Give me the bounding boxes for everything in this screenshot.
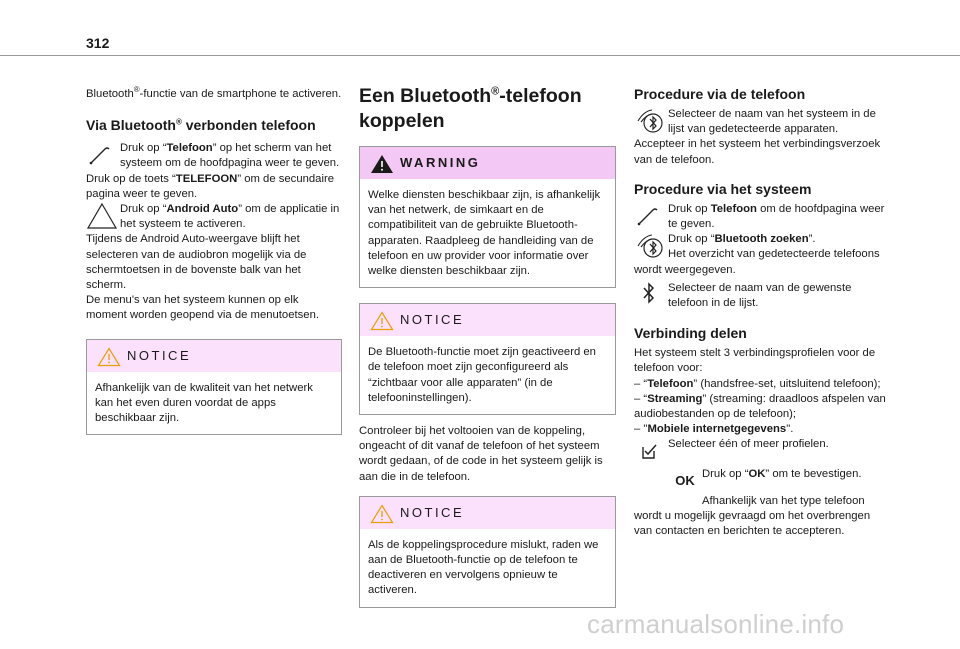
ok-icon: OK [675, 472, 695, 488]
warning-triangle-icon [86, 202, 120, 232]
warning-triangle-icon [370, 154, 394, 174]
profile-mobile-data: – "Mobiele internetgegevens". [634, 423, 794, 436]
notice-box-apps [86, 339, 342, 436]
profile-streaming: – “Streaming” (streaming: draadloos afspelen van audiobestanden op de telefoon); [634, 392, 886, 421]
menu-info: De menu's van het systeem kunnen op elk moment worden geopend via de menutoetsen. [86, 294, 319, 322]
step-android-auto: Druk op “Android Auto” om de applicatie in het systeem te activeren. [86, 202, 342, 232]
warning-label: WARNING [400, 155, 481, 170]
column-1 [86, 87, 342, 435]
page-number: 312 [86, 35, 110, 51]
bluetooth-icon [634, 281, 668, 309]
notice-triangle-icon [370, 504, 394, 524]
warning-text: Welke diensten beschikbaar zijn, is afhankelijk van het netwerk, de simkaart en de compatibiliteit van de gebruikte Bluetooth-apparaten. Raadpleeg de handleiding van de telefoon en uw provider voor informatie over welke diensten beschikbaar zijn. [368, 189, 601, 278]
column-2 [359, 84, 616, 608]
step-select-system: Selecteer de naam van het systeem in de lijst van gedetecteerde apparaten. [634, 107, 891, 137]
notice-text: Als de koppelingsprocedure mislukt, raden we aan de Bluetooth-functie op de telefoon te deactiveren en vervolgens opnieuw te activeren. [368, 538, 599, 597]
watermark: carmanualsonline.info [587, 609, 845, 639]
heading-procedure-phone: Procedure via de telefoon [634, 86, 806, 102]
bluetooth-search-icon [634, 232, 668, 262]
notice-triangle-icon [370, 311, 394, 331]
notice-box-bluetooth [359, 303, 616, 415]
contacts-transfer-text: Afhankelijk van het type telefoon wordt u mogelijk gevraagd om het overbrengen van contacten en berichten te accepteren. [634, 494, 871, 538]
notice-label: NOTICE [400, 312, 465, 328]
step-press-phone: Druk op Telefoon om de hoofdpagina weer te geven. [634, 202, 891, 232]
bluetooth-search-icon [634, 107, 668, 137]
step-confirm-ok: OK Druk op “OK” om te bevestigen. [634, 467, 891, 482]
column-3 [634, 85, 891, 539]
profiles-intro: Het systeem stelt 3 verbindingsprofielen voor de telefoon voor: [634, 347, 876, 375]
heading-share-connection: Verbinding delen [634, 325, 747, 342]
notice-text: De Bluetooth-functie moet zijn geactiveerd en de telefoon moet zijn geconfigureerd als “zichtbaar voor alle apparaten” (in de telefooninstellingen). [368, 346, 596, 404]
step-select-phone: Selecteer de naam van de gewenste telefoon in de lijst. [634, 281, 891, 311]
warning-box [359, 146, 616, 288]
touch-icon [634, 202, 668, 230]
profile-telefoon: – “Telefoon” (handsfree-set, uitsluitend telefoon); [634, 377, 881, 390]
intro-text: Bluetooth®-functie van de smartphone te activeren. [86, 85, 342, 100]
pairing-code-text: Controleer bij het voltooien van de koppeling, ongeacht of dit vanaf de telefoon of het systeem wordt gedaan, of de code in het systeem gelijk is aan die in de telefoon. [359, 425, 603, 483]
step-select-profiles: Selecteer één of meer profielen. [634, 437, 891, 452]
header-divider [0, 55, 960, 56]
accept-request-text: Accepteer in het systeem het verbindingsverzoek van de telefoon. [634, 138, 881, 166]
notice-box-pairing [359, 496, 616, 608]
android-auto-info: Tijdens de Android Auto-weergave blijft het selecteren van de audiobron mogelijk via de schermtoetsen in de bovenste balk van het scherm. [86, 233, 307, 292]
step-phone-screen: Druk op “Telefoon” op het scherm van het systeem om de hoofdpagina weer te geven. [86, 141, 342, 171]
touch-icon [86, 141, 120, 171]
step-bluetooth-search: Druk op “Bluetooth zoeken”. Het overzicht van gedetecteerde telefoons wordt weergegeven. [634, 233, 880, 276]
notice-text: Afhankelijk van de kwaliteit van het netwerk kan het even duren voordat de apps beschikbaar zijn. [95, 381, 313, 425]
step-phone-key: Druk op de toets “TELEFOON” om de secundaire pagina weer te geven. [86, 172, 335, 200]
notice-label: NOTICE [127, 347, 192, 363]
notice-label: NOTICE [400, 504, 465, 520]
notice-triangle-icon [97, 347, 121, 367]
heading-via-bluetooth: Via Bluetooth® verbonden telefoon [86, 117, 316, 134]
page-title: Een Bluetooth®-telefoon koppelen [359, 85, 582, 132]
checkbox-icon [634, 437, 668, 467]
heading-procedure-system: Procedure via het systeem [634, 180, 812, 197]
